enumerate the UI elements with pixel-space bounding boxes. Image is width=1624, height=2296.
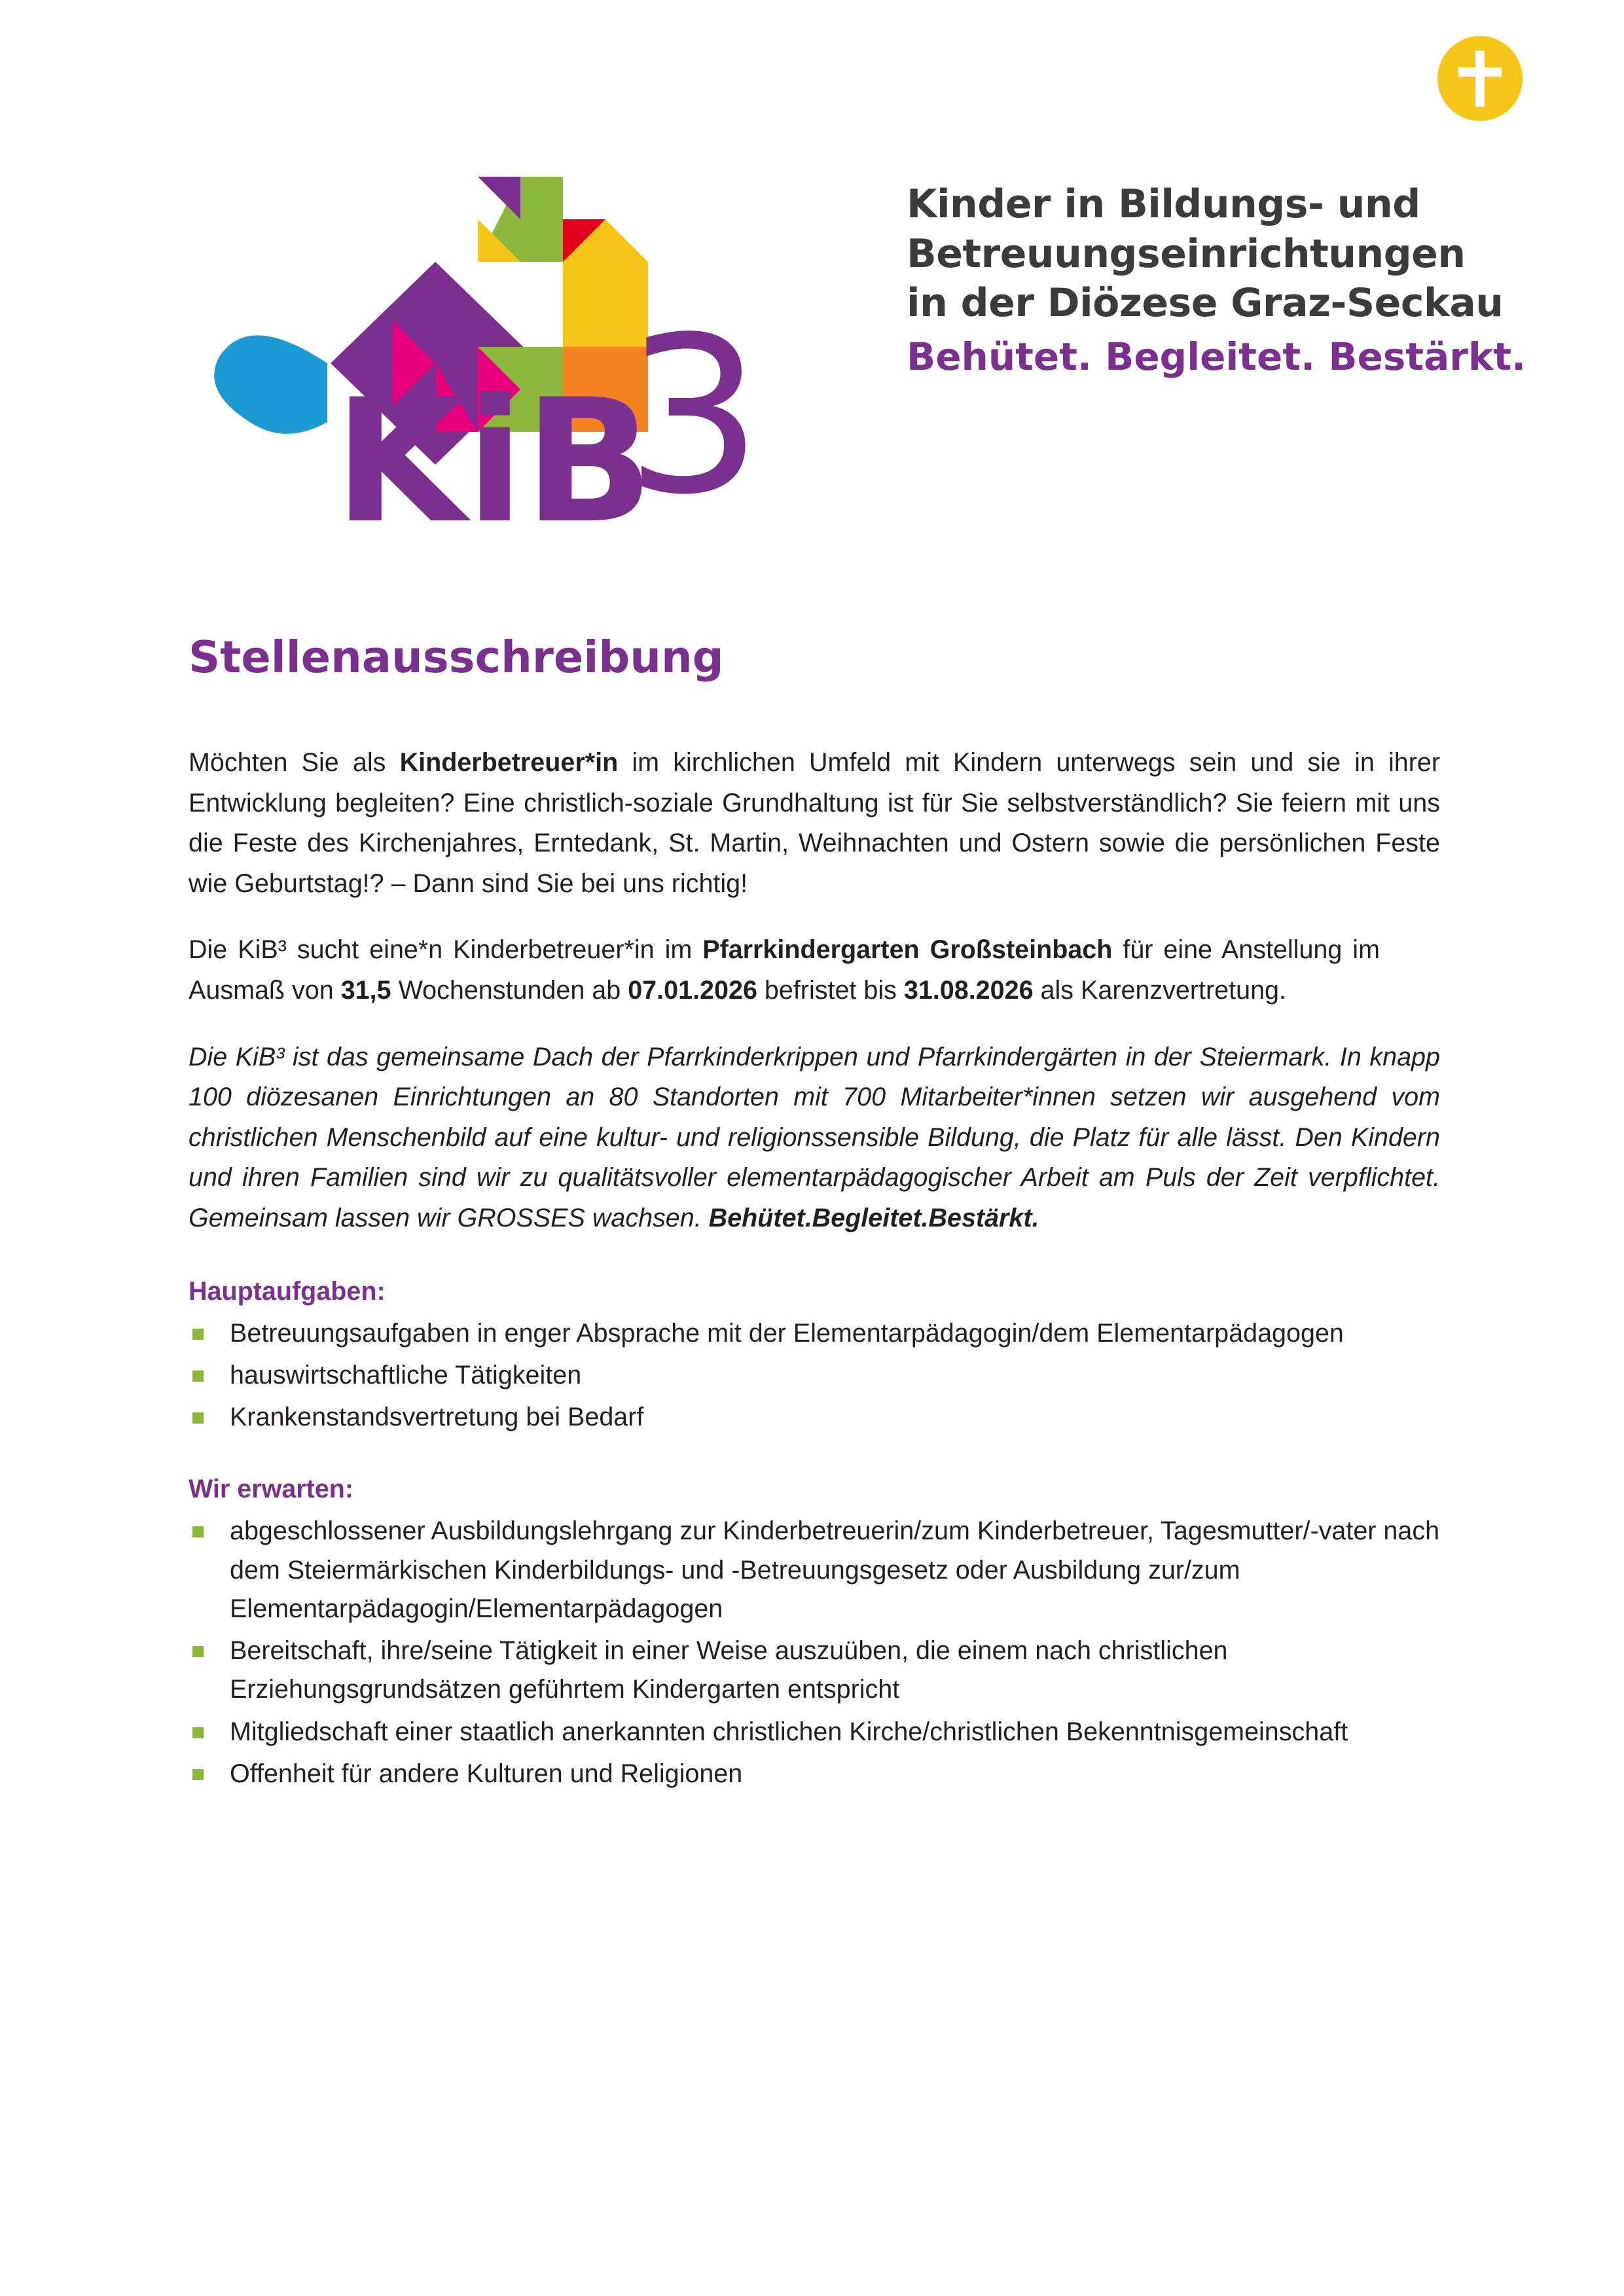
document-content	[189, 632, 1440, 1797]
intro-paragraph	[189, 743, 1440, 904]
list-item: Mitgliedschaft einer staatlich anerkannten christlichen Kirche/christlichen Bekenntnisgemeinschaft	[189, 1713, 1440, 1751]
position-p1: Die KiB³ sucht eine*n Kinderbetreuer*in im	[189, 935, 703, 965]
kib3-logo	[167, 164, 1526, 530]
position-start-date: 07.01.2026	[628, 976, 757, 1005]
position-p2: für eine Anstellung im Ausmaß von	[189, 935, 1380, 1005]
diocese-cross-icon	[1437, 36, 1523, 121]
logo-claim: Behütet. Begleitet. Bestärkt.	[907, 334, 1526, 379]
svg-text:3: 3	[625, 291, 763, 530]
position-end-date: 31.08.2026	[903, 976, 1034, 1005]
logo-line-3: in der Diözese Graz-Seckau	[907, 280, 1504, 327]
list-item: Bereitschaft, ihre/seine Tätigkeit in einer Weise auszuüben, die einem nach christlichen Erziehungsgrundsätzen geführtem Kindergarten entspricht	[189, 1632, 1440, 1710]
list-item: Betreuungsaufgaben in enger Absprache mit der Elementarpädagogin/dem Elementarpädagogen	[189, 1314, 1440, 1353]
intro-bold-role: Kinderbetreuer*in	[399, 748, 619, 777]
position-location: Pfarrkindergarten Großsteinbach	[702, 935, 1113, 965]
list-hauptaufgaben	[189, 1314, 1440, 1437]
about-claim: Behütet.Begleitet.Bestärkt.	[708, 1204, 1039, 1233]
position-paragraph	[189, 930, 1380, 1011]
list-item: abgeschlossener Ausbildungslehrgang zur Kinderbetreuerin/zum Kinderbetreuer, Tagesmutter/-vater nach dem Steiermärkischen Kinderbildungs- und -Betreuungsgesetz oder Ausbildung zur/zum Elementarpädagogin/Elementarpädagogen	[189, 1512, 1440, 1628]
position-p5: als Karenzvertretung.	[1033, 976, 1286, 1005]
about-paragraph	[189, 1037, 1440, 1239]
position-hours: 31,5	[340, 976, 391, 1005]
svg-text:KiB: KiB	[334, 363, 654, 530]
list-wir-erwarten	[189, 1512, 1440, 1793]
position-p3: Wochenstunden ab	[391, 976, 628, 1005]
logo-line-2: Betreuungseinrichtungen	[907, 230, 1466, 277]
kib3-logo-text	[907, 180, 1624, 382]
position-p4: befristet bis	[757, 976, 904, 1005]
section-heading-hauptaufgaben: Hauptaufgaben:	[189, 1276, 386, 1306]
list-item: Offenheit für andere Kulturen und Religionen	[189, 1755, 1440, 1793]
logo-line-1: Kinder in Bildungs- und	[907, 181, 1420, 227]
page-title: Stellenausschreibung	[189, 632, 724, 683]
about-p1: Die KiB³ ist das gemeinsame Dach der Pfarrkinderkrippen und Pfarrkindergärten in der Steiermark. In knapp 100 diözesanen Einrichtungen an 80 Standorten mit 700 Mitarbeiter*innen setzen wir ausgehend vom christlichen Menschenbild auf eine kultur- und religionssensible Bildung, die Platz für alle lässt. Den Kindern und ihren Familien sind wir zu qualitätsvoller elementarpädagogischer Arbeit am Puls der Zeit verpflichtet. Gemeinsam lassen wir GROSSES wachsen.	[189, 1042, 1440, 1233]
section-heading-wir-erwarten: Wir erwarten:	[189, 1475, 354, 1504]
kib3-tangram-icon	[167, 164, 874, 530]
intro-part2: im kirchlichen Umfeld mit Kindern unterwegs sein und sie in ihrer Entwicklung begleiten? Eine christlich-soziale Grundhaltung ist für Sie selbstverständlich? Sie feiern mit uns die Feste des Kirchenjahres, Erntedank, St. Martin, Weihnachten und Ostern sowie die persönlichen Feste wie Geburtstag!? – Dann sind Sie bei uns richtig!	[189, 748, 1440, 898]
list-item: hauswirtschaftliche Tätigkeiten	[189, 1356, 1440, 1395]
list-item: Krankenstandsvertretung bei Bedarf	[189, 1398, 1440, 1437]
intro-part1: Möchten Sie als	[189, 748, 400, 777]
